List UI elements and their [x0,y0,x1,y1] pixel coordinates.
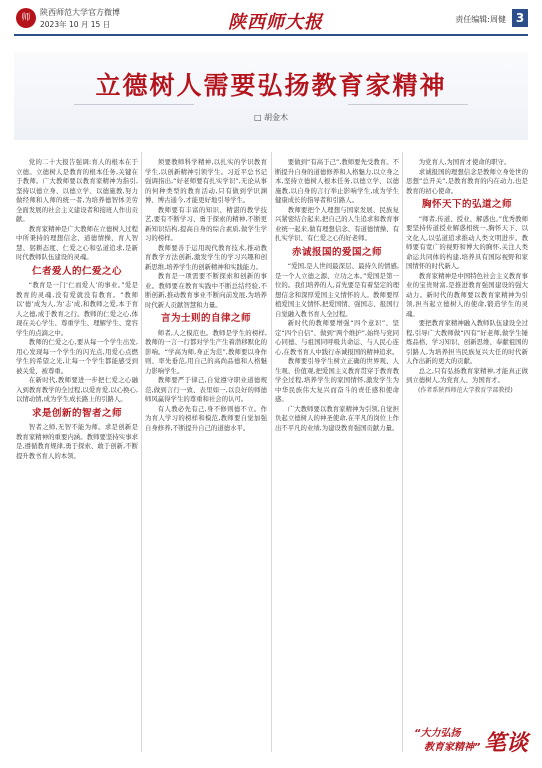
body-paragraph: 要把教育家精神融入教师队伍建设全过程,引导广大教师做“四有”好老师,做学生锤炼品格、学习知识、创新思维、奉献祖国的引路人,为培养担当民族复兴大任的时代新人作出新的更大的贡献。 [406,319,528,365]
page-header [0,0,542,38]
text-column-2 [145,158,267,433]
masthead: 陕西师大报 [228,12,323,33]
section-heading: 仁者爱人的仁爱之心 [31,265,122,277]
body-paragraph: 广大教师要以教育家精神为引领,自觉担负起立德树人的神圣使命,在平凡的岗位上作出不平凡的业绩,为建设教育强国贡献力量。 [275,404,399,432]
article-author: □ 胡金木 [253,113,289,122]
page-number: 3 [512,9,528,27]
body-paragraph: 教师要把个人理想与国家发展、民族复兴紧密结合起来,把自己的人生追求和教育事业统一起来,做有理想信念、有道德情操、有扎实学识、有仁爱之心的好老师。 [275,205,399,242]
body-paragraph: 为党育人,为国育才使命的职守。 [418,158,511,166]
column-divider [141,152,142,752]
header-date: 2023年 10 月 15 日 [40,20,111,29]
body-paragraph: 教育家精神是中国特色社会主义教育事业的宝贵财富,是推进教育强国建设的强大动力。新时代的教师要以教育家精神为引领,担当起立德树人的使命,锻造学生的灵魂。 [406,271,528,318]
text-column-4 [406,158,528,395]
author-note: (作者系陕西师范大学教育学部教授) [418,386,513,394]
series-badge-line1: “大力弘扬 [414,728,461,739]
body-paragraph: 教师要严于律己,自觉遵守职业道德规范,做到言行一致、表里如一,以良好的师德师风赢得学生的尊重和社会的认可。 [145,376,267,403]
section-heading: 求是创新的智者之师 [31,407,122,419]
series-badge [410,722,528,762]
section-heading: 言为士则的自律之师 [160,313,251,324]
header-source: 陕西师范大学官方微博 [40,8,120,17]
university-logo-icon: 师 [16,8,36,28]
body-paragraph: “爱国,是人世间最深层、最持久的情感,是一个人立德之源、立功之本。”爱国是第一位的。我们培养的人,首先要是有着坚定的理想信念和深厚爱国主义情怀的人。教师要厚植爱国主义情怀,把爱国情、强国志、报国行自觉融入教书育人全过程。 [275,262,399,318]
section-heading: 赤诚报国的爱国之师 [291,246,382,258]
body-paragraph: 在新时代,教师要进一步把仁爱之心融入到教育教学的全过程,以爱育爱,以心换心,以情动情,成为学生成长路上的引路人。 [16,376,138,403]
article-title: 立德树人需要弘扬教育家精神 [95,71,447,100]
body-paragraph: 教师的仁爱之心,要从每一个学生出发,用心发现每一个学生的闪光点,用爱心点燃学生的希望之光,让每一个学生都能感受到被关爱、被尊重。 [16,338,138,375]
responsible-editor: 责任编辑:周健 [455,15,506,24]
body-paragraph: 须要教师科学精神,以扎实的学识教育学生,以创新精神引领学生。习近平总书记强调指出,“好老师要有扎实学识”,无论从事的何种类型的教育活动,只有做到学识渊博、博古通今,才能更好地引导学生。 [145,158,267,204]
series-badge-calligraphy: 笔谈 [483,730,528,756]
body-paragraph: 智者之师,无智不能为师。求是创新是教育家精神的重要内涵。教师要坚持实事求是,遵循教育规律,勇于探索、敢于创新,不断提升教书育人的本领。 [16,423,138,460]
series-badge-line2: 教育家精神” [424,742,481,753]
body-paragraph: 党的二十大报告强调:育人的根本在于立德。立德树人是教育的根本任务,关键在于教师。广大教师要以教育家精神为指引,坚持以德立身、以德立学、以德施教,努力做经师和人师的统一者,为培养德智体美劳全面发展的社会主义建设者和接班人作出贡献。 [16,158,138,223]
title-decoration-left [74,104,194,105]
body-paragraph: 要做到“有高于己”,教师要先受教育。不断提升自身的道德修养和人格魅力,以立身之本,坚持立德树人根本任务,以德立学、以德施教,以自身的言行举止影响学生,成为学生健康成长的指导者和引路人。 [275,158,399,204]
body-paragraph: “教育是一门‘仁而爱人’的事业。”爱是教育的灵魂,没有爱就没有教育。“教师以‘德’成为人,为‘志’成,和教师之爱,本于育人之德,成于教育之行。教师的仁爱之心,体现在关心学生、尊重学生、理解学生、宽容学生的点滴之中。 [16,281,138,337]
body-paragraph: 教师要善于运用现代教育技术,推动教育教学方法创新,激发学生的学习兴趣和创新思维,培养学生的创新精神和实践能力。 [145,243,267,271]
text-column-3 [275,158,399,433]
body-paragraph: “师者,传道、授业、解惑也。”优秀教师要坚持传道授业解惑相统一,胸怀天下、以文化人,以弘道追求推动人类文明进步。教师要有宽广的视野和博大的胸怀,关注人类命运共同体的构建,培养具有国际视野和家国情怀的时代新人。 [406,214,528,270]
header-rule [14,34,528,36]
column-divider [271,152,272,752]
title-decoration-right [348,104,468,105]
title-band [14,52,528,140]
body-paragraph: 教师要引导学生树立正确的世界观、人生观、价值观,把爱国主义教育贯穿于教育教学全过程,培养学生的家国情怀,激发学生为中华民族伟大复兴而奋斗的责任感和使命感。 [275,357,399,403]
body-paragraph: 教育家精神是广大教师在立德树人过程中所秉持的理想信念、道德情操、育人智慧、躬耕态度、仁爱之心和弘道追求,是新时代教师队伍建设的灵魂。 [16,224,138,261]
text-column-1 [16,158,138,461]
body-paragraph: 求诚报国的理想信念是教师立身处世的思想“总开关”,是教育教育的内在动力,也是教育的初心使命。 [406,167,528,195]
column-divider [402,152,403,752]
body-paragraph: 教师要有丰富的知识、精湛的教学技艺,要有不断学习、勇于探索的精神,不断更新知识结构,提高自身的综合素质,做学生学习的榜样。 [145,205,267,242]
body-paragraph: 总之,只有弘扬教育家精神,才能真正做到立德树人,为党育人、为国育才。 [406,366,528,384]
body-paragraph: 新时代的教师要增强“四个意识”、坚定“四个自信”、做到“两个维护”,始终与党同心同德、与祖国同呼吸共命运、与人民心连心,在教书育人中践行赤诚报国的精神追求。 [275,319,399,356]
body-paragraph: 教育是一项需要不断探索和创新的事业。教师要在教育实践中不断总结经验,不断创新,推动教育事业不断向前发展,为培养时代新人贡献智慧和力量。 [145,272,267,309]
section-heading: 胸怀天下的弘道之师 [421,199,512,210]
body-paragraph: 师者,人之模范也。教师是学生的榜样,教师的一言一行都对学生产生着潜移默化的影响。“学高为师,身正为范”,教师要以身作则、率先垂范,用自己的高尚品德和人格魅力影响学生。 [145,328,267,375]
body-paragraph: 有人教必先有己,身不修则德不立。作为育人学习的榜样和模范,教师要自觉加强自身修养,不断提升自己的道德水平。 [145,404,267,432]
